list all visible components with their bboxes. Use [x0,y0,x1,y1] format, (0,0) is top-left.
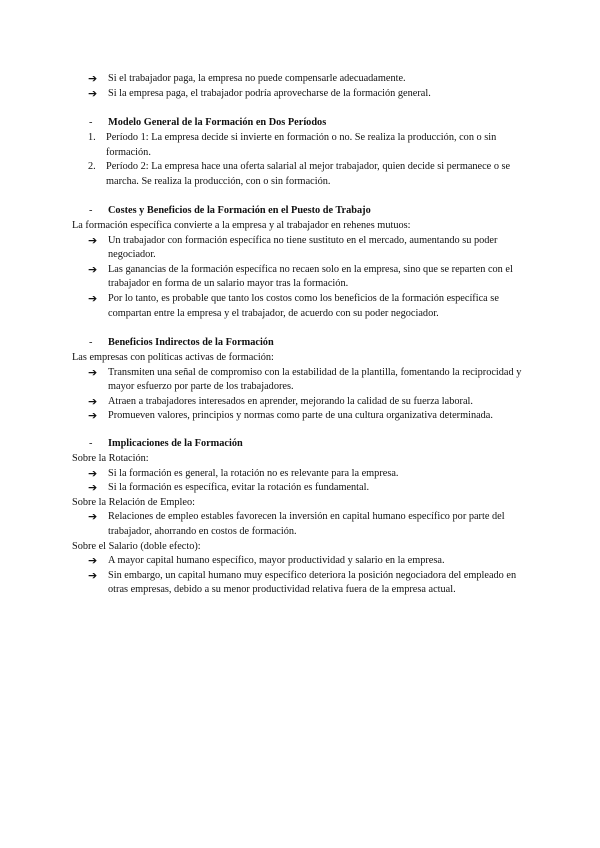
list-item-text: Período 1: La empresa decide si invierte en formación o no. Se realiza la producción, con o sin formación. [106,132,497,158]
section-lead: La formación específica convierte a la empresa y al trabajador en rehenes mutuos: [72,220,411,231]
heading-text: Costes y Beneficios de la Formación en el Puesto de Trabajo [108,205,371,216]
section-heading [72,437,530,452]
list-item-text: Si la formación es específica, evitar la rotación es fundamental. [108,482,370,494]
list-item-text: Período 2: La empresa hace una oferta salarial al mejor trabajador, quien decide si permanece o se marcha. Se realiza la producción, con o sin formación. [106,161,511,187]
list-item-text: Si la formación es general, la rotación no es relevante para la empresa. [108,467,399,479]
list-item-text: Si el trabajador paga, la empresa no puede compensarle adecuadamente. [108,73,406,84]
arrow-bullet-icon: ➔ [88,510,98,524]
item-number: 2. [88,161,96,173]
list-item-text: Sin embargo, un capital humano muy específico deteriora la posición negociadora del empleado en otras empresas, debido a su menor productividad relativa fuera de la empresa actual. [108,569,517,596]
section-heading [72,336,530,351]
arrow-bullet-icon: ➔ [88,481,98,495]
arrow-bullet-icon: ➔ [88,394,98,408]
arrow-bullet-icon: ➔ [88,466,98,480]
arrow-bullet-icon: ➔ [88,72,98,85]
list-item [88,467,530,482]
list-item [88,87,528,102]
heading-text: Beneficios Indirectos de la Formación [108,337,274,348]
list-item [88,409,530,424]
list-item [88,366,530,395]
item-number: 1. [88,132,96,143]
arrow-list [72,510,530,539]
heading-text: Modelo General de la Formación en Dos Períodos [108,117,327,128]
arrow-list [72,234,530,322]
arrow-bullet-icon: ➔ [88,233,98,247]
arrow-bullet-icon: ➔ [88,568,98,582]
list-item [88,160,530,189]
section-beneficios-indirectos [72,336,530,424]
section-modelo-general [72,116,530,189]
arrow-bullet-icon: ➔ [88,291,98,305]
section-heading [72,204,530,219]
list-item-text: Las ganancias de la formación específica no recaen solo en la empresa, sino que se reparten con el trabajador en forma de un salario mayor tras la formación. [108,263,513,290]
section-costes-beneficios [72,204,530,321]
list-item [88,234,530,263]
list-item-text: A mayor capital humano específico, mayor productividad y salario en la empresa. [108,555,445,567]
list-item-text: Atraen a trabajadores interesados en aprender, mejorando la calidad de su fuerza laboral. [108,395,473,407]
list-item [88,510,530,539]
section-heading [72,116,530,131]
list-item-text: Relaciones de empleo estables favorecen la inversión en capital humano específico por parte del trabajador, ahorrando en costos de formación. [108,511,505,537]
intro-list [88,72,528,101]
list-item-text: Si la empresa paga, el trabajador podría aprovecharse de la formación general. [108,87,431,99]
heading-dash: - [89,337,93,348]
employment-lead: Sobre la Relación de Empleo: [72,496,195,508]
arrow-list [72,467,530,496]
list-item [88,263,530,292]
list-item [88,481,530,496]
heading-dash: - [89,117,93,128]
arrow-list [72,554,530,598]
heading-text: Implicaciones de la Formación [108,438,243,449]
arrow-bullet-icon: ➔ [88,554,98,568]
numbered-list [72,131,530,189]
list-item [88,292,530,321]
salary-lead: Sobre el Salario (doble efecto): [72,540,201,552]
list-item-text: Promueven valores, principios y normas como parte de una cultura organizativa determinada. [108,410,493,422]
rotation-lead: Sobre la Rotación: [72,453,149,464]
heading-dash: - [89,438,93,449]
arrow-bullet-icon: ➔ [88,409,98,423]
arrow-bullet-icon: ➔ [88,86,98,100]
section-lead: Las empresas con políticas activas de formación: [72,352,274,363]
arrow-bullet-icon: ➔ [88,365,98,379]
list-item [88,72,528,87]
arrow-bullet-icon: ➔ [88,262,98,276]
list-item [88,131,530,160]
list-item-text: Un trabajador con formación específica no tiene sustituto en el mercado, aumentando su poder negociador. [108,234,498,261]
section-implicaciones [72,437,530,598]
list-item [88,554,530,569]
heading-dash: - [89,205,93,216]
list-item [88,569,530,598]
list-item-text: Transmiten una señal de compromiso con la estabilidad de la plantilla, fomentando la reciprocidad y mayor esfuerzo por parte de los trabajadores. [108,366,522,393]
list-item [88,395,530,410]
list-item-text: Por lo tanto, es probable que tanto los costos como los beneficios de la formación específica se compartan entre la empresa y el trabajador, de acuerdo con su poder negociador. [108,292,499,319]
arrow-list [72,366,530,424]
